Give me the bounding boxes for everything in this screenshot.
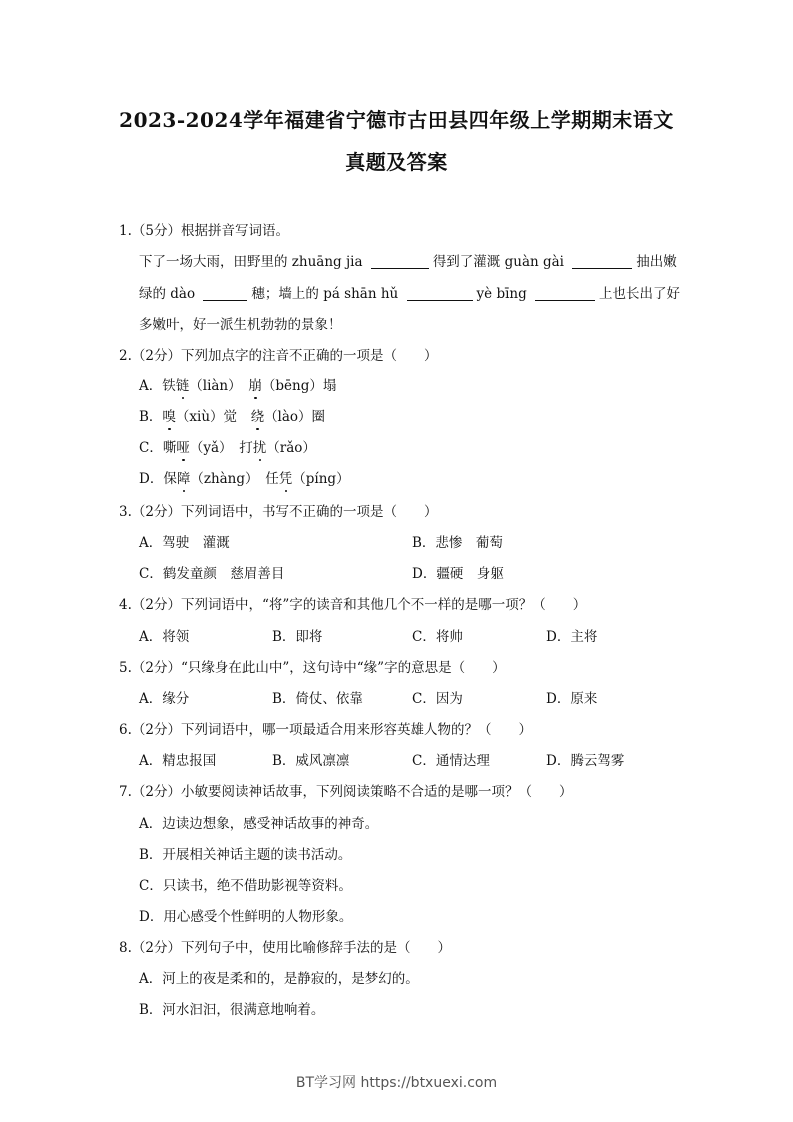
q7-option-b: B．开展相关神话主题的读书活动。: [139, 847, 352, 863]
q7-option-a: A．边读边想象，感受神话故事的神奇。: [139, 816, 379, 832]
q4-option-b: B．即将: [272, 629, 323, 645]
q4-option-a: A．将领: [139, 629, 190, 645]
answer-blank[interactable]: [371, 254, 429, 269]
q7-option-d: D．用心感受个性鲜明的人物形象。: [139, 909, 353, 925]
q6-stem: 6.（2分）下列词语中，哪一项最适合用来形容英雄人物的？（ ）: [119, 722, 532, 738]
q3-stem: 3.（2分）下列词语中，书写不正确的一项是（ ）: [119, 504, 438, 520]
q2-option-d: D．保障（zhàng） 任凭（píng）: [139, 471, 350, 487]
page-title: 2023-2024学年福建省宁德市古田县四年级上学期期末语文: [119, 108, 674, 132]
q2-option-a: A．铁链（liàn） 崩（bēng）塌: [139, 378, 337, 394]
q4-option-c: C．将帅: [412, 629, 463, 645]
q4-option-d: D．主将: [546, 629, 598, 645]
q1-line2: 绿的 dào 穗；墙上的 pá shān hǔ yè bīng 上也长出了好: [139, 286, 681, 302]
q1-stem: 1.（5分）根据拼音写词语。: [119, 223, 289, 239]
q2-option-c: C．嘶哑（yǎ） 打扰（rǎo）: [139, 440, 316, 456]
q3-option-a: A．驾驶 灌溉: [139, 535, 230, 551]
q5-stem: 5.（2分）“只缘身在此山中”，这句诗中“缘”字的意思是（ ）: [119, 660, 506, 676]
q5-option-a: A．缘分: [139, 691, 190, 707]
footer-watermark: BT学习网 https://btxuexi.com: [295, 1075, 498, 1091]
q5-option-c: C．因为: [412, 691, 463, 707]
q5-option-d: D．原来: [546, 691, 598, 707]
q6-option-d: D．腾云驾雾: [546, 753, 625, 769]
q5-option-b: B．倚仗、依靠: [272, 691, 363, 707]
answer-blank[interactable]: [535, 286, 595, 301]
q1-line1: 下了一场大雨，田野里的 zhuāng jia 得到了灌溉 guàn gài 抽出嫩: [139, 254, 677, 270]
page-title-line2: 真题及答案: [345, 150, 448, 174]
q4-stem: 4.（2分）下列词语中，“将”字的读音和其他几个不一样的是哪一项？（ ）: [119, 597, 587, 613]
q2-option-b: B．嗅（xiù）觉 绕（lào）圈: [139, 409, 326, 425]
q3-option-b: B．悲惨 葡萄: [412, 535, 503, 551]
q6-option-b: B．威风凛凛: [272, 753, 350, 769]
q8-option-a: A．河上的夜是柔和的，是静寂的，是梦幻的。: [139, 971, 419, 987]
q1-line3: 多嫩叶，好一派生机勃勃的景象！: [139, 317, 342, 333]
q3-option-c: C．鹤发童颜 慈眉善目: [139, 566, 285, 582]
q7-stem: 7.（2分）小敏要阅读神话故事，下列阅读策略不合适的是哪一项？（ ）: [119, 784, 573, 800]
q8-option-b: B．河水汩汩，很满意地响着。: [139, 1002, 325, 1018]
q7-option-c: C．只读书，绝不借助影视等资料。: [139, 878, 352, 894]
q8-stem: 8.（2分）下列句子中，使用比喻修辞手法的是（ ）: [119, 940, 451, 956]
answer-blank[interactable]: [572, 254, 632, 269]
q2-stem: 2.（2分）下列加点字的注音不正确的一项是（ ）: [119, 348, 438, 364]
q3-option-d: D．疆硬 身躯: [412, 566, 504, 582]
q6-option-c: C．通情达理: [412, 753, 490, 769]
answer-blank[interactable]: [203, 286, 247, 301]
q6-option-a: A．精忠报国: [139, 753, 217, 769]
answer-blank[interactable]: [407, 286, 473, 301]
